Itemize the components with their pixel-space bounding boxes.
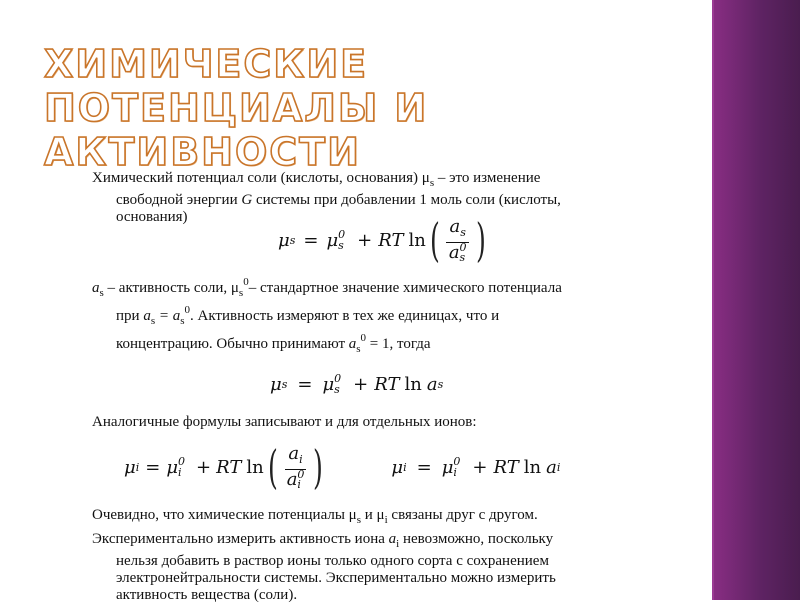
formula-mu-i-ln-a: μ i = μ 0 i + RT ln a i: [391, 455, 561, 479]
ion-formulas-row: [92, 437, 632, 497]
paragraph-chemical-potential: Химический потенциал соли (кислоты, основания) $\mu_s$ – это изменение свободной энергии G системы при добавлении 1 моль соли (кислоты, основания): [92, 170, 561, 225]
paragraph-experiment: Экспериментально измерить активность иона $a_i$ невозможно, поскольку нельзя добавить в раствор ионы только одного сорта с сохранением электронейтральности системы. Экспериментально можно измерить активность вещества (соли).: [92, 531, 556, 603]
slide-title: ХИМИЧЕСКИЕ ПОТЕНЦИАЛЫ И АКТИВНОСТИ: [44, 42, 429, 174]
paragraph-activity: $a_s$ – активность соли, $\mu_s^0-$ стандартное значение химического потенциала при $a_s = a_s^0$. Активность измеряют в тех же единицах, что и концентрацию. Обычно принимают $a_s^0 = 1$, тогда: [92, 276, 562, 355]
decorative-side-band: [712, 0, 800, 600]
formula-mu-s-ln-a: μ s = μ 0 s + RT ln a s: [270, 372, 444, 396]
formula-mu-i-ln-ratio: μ i = μ 0 i + RT ln ( $a_i$ a 0 i ): [124, 440, 324, 494]
formula-mu-s-ln-ratio: μ s = μ 0 s + RT ln ( $a_s$ a 0 s ): [278, 213, 486, 267]
paragraph-relation: Очевидно, что химические потенциалы $\mu_s$ и $\mu_i$ связаны друг с другом.: [92, 507, 538, 526]
paragraph-ions: Аналогичные формулы записывают и для отдельных ионов:: [92, 414, 477, 430]
slide-body: [92, 170, 632, 604]
